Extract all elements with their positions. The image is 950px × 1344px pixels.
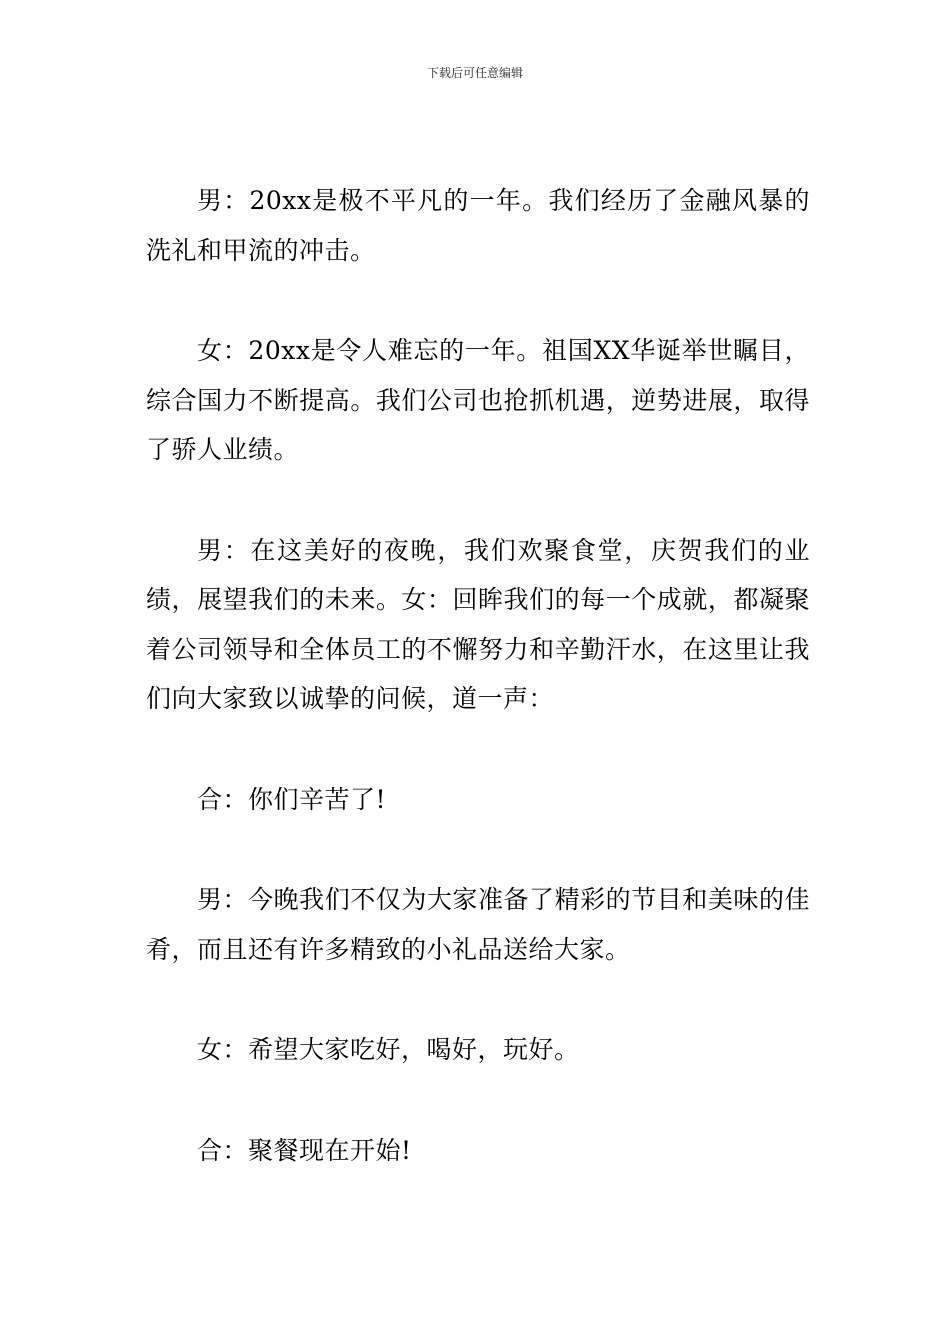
paragraph-male-2: 男：在这美好的夜晚，我们欢聚食堂，庆贺我们的业绩，展望我们的未来。女：回眸我们的每一个成就，都凝聚着公司领导和全体员工的不懈努力和辛勤汗水，在这里让我们向大家致以诚挚的问候，道一声： — [146, 535, 810, 713]
document-body — [146, 176, 810, 1175]
paragraph-male-3: 男：今晚我们不仅为大家准备了精彩的节目和美味的佳肴，而且还有许多精致的小礼品送给大家。 — [146, 885, 810, 964]
paragraph-together-2: 合：聚餐现在开始! — [197, 1135, 412, 1165]
paragraph-together-1: 合：你们辛苦了! — [197, 784, 387, 814]
paragraph-female-1: 女：20xx是令人难忘的一年。祖国XX华诞举世瞩目，综合国力不断提高。我们公司也抢抓机遇，逆势进展，取得了骄人业绩。 — [146, 336, 810, 464]
paragraph-female-2: 女：希望大家吃好，喝好，玩好。 — [197, 1035, 580, 1064]
page-header-note: 下载后可任意编辑 — [426, 66, 523, 80]
paragraph-male-1: 男：20xx是极不平凡的一年。我们经历了金融风暴的洗礼和甲流的冲击。 — [146, 186, 810, 265]
